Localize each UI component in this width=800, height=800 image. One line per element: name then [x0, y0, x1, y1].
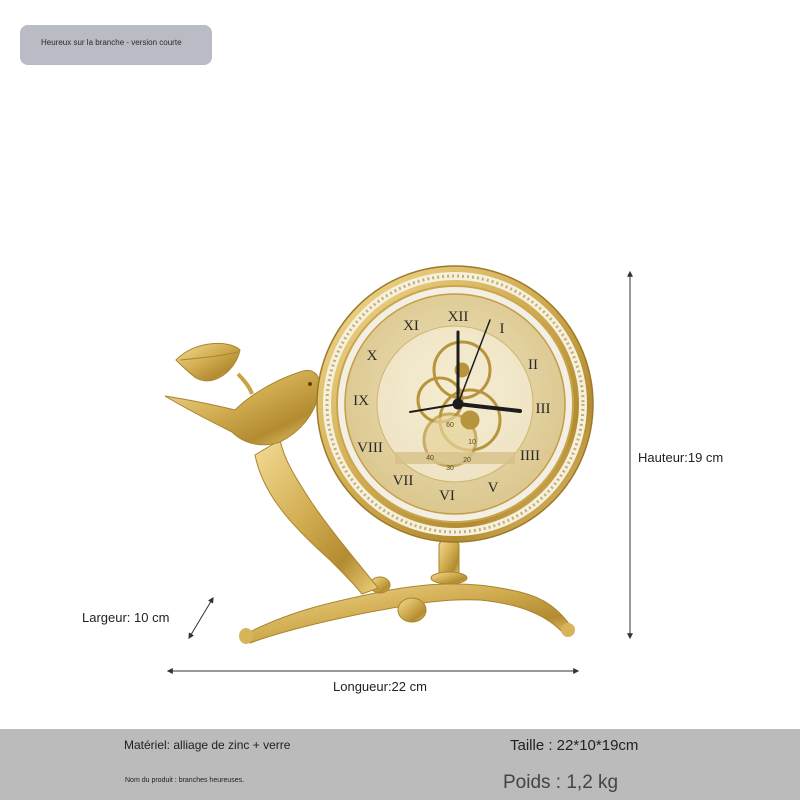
subdial-number: 60	[446, 422, 454, 429]
branch-base	[239, 577, 575, 644]
numeral-i: I	[499, 321, 505, 337]
clock	[317, 266, 593, 542]
subdial-number: 40	[426, 455, 434, 462]
numeral-iiii: IIII	[520, 448, 540, 464]
subdial-number: 10	[468, 439, 476, 446]
height-label: Hauteur:19 cm	[638, 450, 724, 465]
product-name-text: Nom du produit : branches heureuses.	[125, 777, 245, 784]
size-text: Taille : 22*10*19cm	[510, 737, 639, 754]
numeral-viii: VIII	[357, 440, 383, 456]
weight-text: Poids : 1,2 kg	[503, 772, 619, 793]
numeral-xii: XII	[447, 309, 469, 325]
numeral-xi: XI	[403, 318, 419, 334]
leaf	[176, 343, 240, 380]
numeral-ii: II	[528, 357, 538, 373]
numeral-vi: VI	[439, 488, 455, 504]
numeral-ix: IX	[353, 393, 369, 409]
numeral-vii: VII	[392, 473, 414, 489]
variant-label: Heureux sur la branche - version courte	[41, 38, 182, 47]
length-label: Longueur:22 cm	[333, 679, 427, 694]
bird	[165, 370, 330, 444]
subdial-number: 30	[446, 465, 454, 472]
width-label: Largeur: 10 cm	[82, 610, 170, 625]
subdial-number: 20	[463, 457, 471, 464]
numeral-v: V	[487, 480, 499, 496]
numeral-iii: III	[535, 401, 551, 417]
width-arrow	[189, 598, 213, 638]
numeral-x: X	[366, 348, 378, 364]
product-info-footer	[0, 729, 800, 800]
material-text: Matériel: alliage de zinc + verre	[124, 738, 291, 752]
